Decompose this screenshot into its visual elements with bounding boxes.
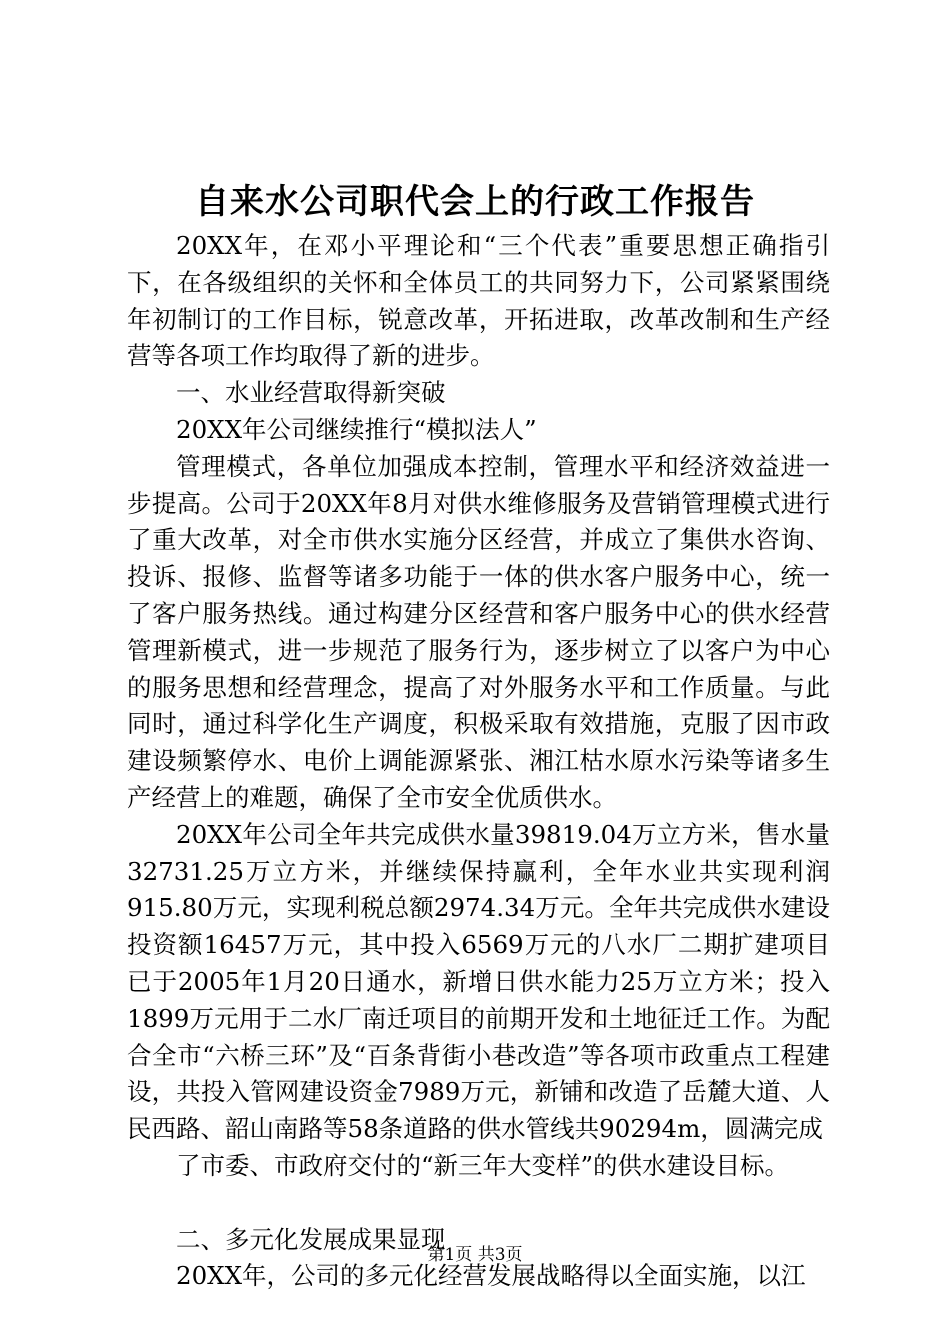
section-heading-2: 二、多元化发展成果显现 <box>176 1224 446 1254</box>
document-body <box>127 228 830 1295</box>
paragraph-management-mode: 管理模式，各单位加强成本控制，管理水平和经济效益进一步提高。公司于20XX年8月对供水维修服务及营销管理模式进行了重大改革，对全市供水实施分区经营，并成立了集供水咨询、投诉、报修、监督等诸多功能于一体的供水客户服务中心，统一了客户服务热线。通过构建分区经营和客户服务中心的供水经营管理新模式，进一步规范了服务行为，逐步树立了以客户为中心的服务思想和经营理念，提高了对外服务水平和工作质量。与此同时，通过科学化生产调度，积极采取有效措施，克服了因市政建设频繁停水、电价上调能源紧张、湘江枯水原水污染等诸多生产经营上的难题，确保了全市安全优质供水。 <box>127 451 830 812</box>
paragraph-intro: 20XX年，在邓小平理论和“三个代表”重要思想正确指引下，在各级组织的关怀和全体员工的共同努力下，公司紧紧围绕年初制订的工作目标，锐意改革，开拓进取，改革改制和生产经营等各项工作均取得了新的进步。 <box>127 231 830 371</box>
paragraph-construction-goal: 了市委、市政府交付的“新三年大变样”的供水建设目标。 <box>176 1150 790 1180</box>
document-title: 自来水公司职代会上的行政工作报告 <box>195 182 755 222</box>
paragraph-simulated-legal-person: 20XX年公司继续推行“模拟法人” <box>176 414 537 444</box>
paragraph-diversification: 20XX年，公司的多元化经营发展战略得以全面实施，以江 <box>176 1261 806 1291</box>
paragraph-annual-figures: 20XX年公司全年共完成供水量39819.04万立方米，售水量32731.25万立方米，并继续保持赢利，全年水业共实现利润915.80万元，实现利税总额2974.34万元。全年共完成供水建设投资额16457万元，其中投入6569万元的八水厂二期扩建项目已于2005年1月20日通水，新增日供水能力25万立方米；投入1899万元用于二水厂南迁项目的前期开发和土地征迁工作。为配合全市“六桥三环”及“百条背街小巷改造”等各项市政重点工程建设，共投入管网建设资金7989万元，新铺和改造了岳麓大道、人民西路、韶山南路等58条道路的供水管线共90294m，圆满完成 <box>127 819 830 1144</box>
section-heading-1: 一、水业经营取得新突破 <box>176 378 446 408</box>
page-number-footer: 第1页 共3页 <box>427 1245 523 1265</box>
